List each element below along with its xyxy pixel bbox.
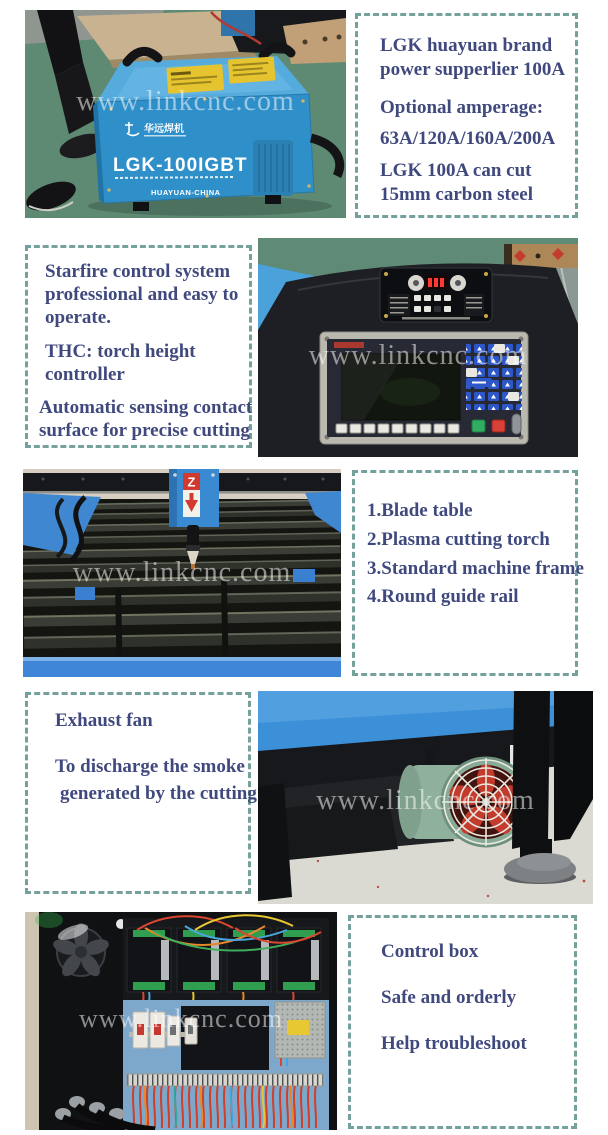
terminal-strip [127,1074,323,1086]
panel-text-line: 4.Round guide rail [367,586,519,608]
brand-logo-text: 华远焊机 [144,124,184,135]
panel-text-line: To discharge the smoke [55,755,245,777]
slat-clamp [75,587,95,600]
model-label: LGK-100IGBT [113,155,248,176]
z-axis-carriage [169,469,219,527]
panel-text-line: Safe and orderly [381,986,517,1008]
panel-text-line: generated by the cutting [60,783,257,805]
start-button [472,420,485,432]
outside-wall [25,912,39,1130]
watermark: www.linkcnc.com [76,86,295,117]
controller-brand-mark [334,342,364,348]
text-panel-features [352,470,584,676]
panel-text-line: LGK 100A can cut [380,160,532,181]
controller-knob [512,414,521,434]
exhaust-fan-illustration [258,691,593,904]
stop-button [492,420,505,432]
terminal-wires [129,1086,317,1128]
blade-table-illustration [23,469,341,677]
watermark: www.linkcnc.com [308,340,528,371]
control-box-illustration [25,912,337,1130]
power-supply-illustration [25,10,346,218]
panel-text-line: Automatic sensing contact [39,396,253,418]
watermark: www.linkcnc.com [316,785,535,816]
cnc-controller [320,332,528,444]
photo-control-box [25,912,337,1130]
photo-exhaust-fan [258,691,593,904]
slat-clamp [293,569,315,582]
power-supply-unit [93,47,314,211]
function-keys [336,424,459,433]
panel-text-line: LGK huayuan brand [380,35,553,56]
text-panel-exhaust [25,692,257,894]
panel-text-line: 3.Standard machine frame [367,557,584,579]
z-axis-label: Z [187,474,196,490]
panel-text-line: Starfire control system [45,261,231,282]
text-panel-control-system [25,245,252,448]
watermark: www.linkcnc.com [72,557,292,588]
panel-text-line: power supperlier 100A [380,58,566,80]
panel-text-line: 15mm carbon steel [380,183,534,205]
panel-text-line: Optional amperage: [380,96,544,118]
panel-text-line: 1.Blade table [367,500,473,521]
watermark: www.linkcnc.com [79,1004,283,1033]
panel-text-line: surface for precise cutting [39,420,250,442]
badge-label: HUAYUAN-CHINA [151,188,221,197]
panel-text-line: Help troubleshoot [381,1032,527,1054]
text-panel-power [355,13,578,218]
photo-blade-table [23,469,341,677]
panel-text-line: 2.Plasma cutting torch [367,528,550,550]
panel-text-line: operate. [45,307,111,329]
thc-panel [380,268,492,322]
text-panel-control-box [348,915,577,1129]
photo-power-supply [25,10,346,218]
panel-text-line: Control box [381,941,479,962]
panel-text-line: professional and easy to [45,284,239,306]
power-supply-module [275,1002,325,1066]
photo-controller [258,238,578,457]
panel-text-line: THC: torch height [45,340,196,362]
panel-text-line: Exhaust fan [55,710,153,731]
panel-text-line: 63A/120A/160A/200A [380,128,556,150]
panel-text-line: controller [45,363,125,385]
controller-illustration [258,238,578,457]
